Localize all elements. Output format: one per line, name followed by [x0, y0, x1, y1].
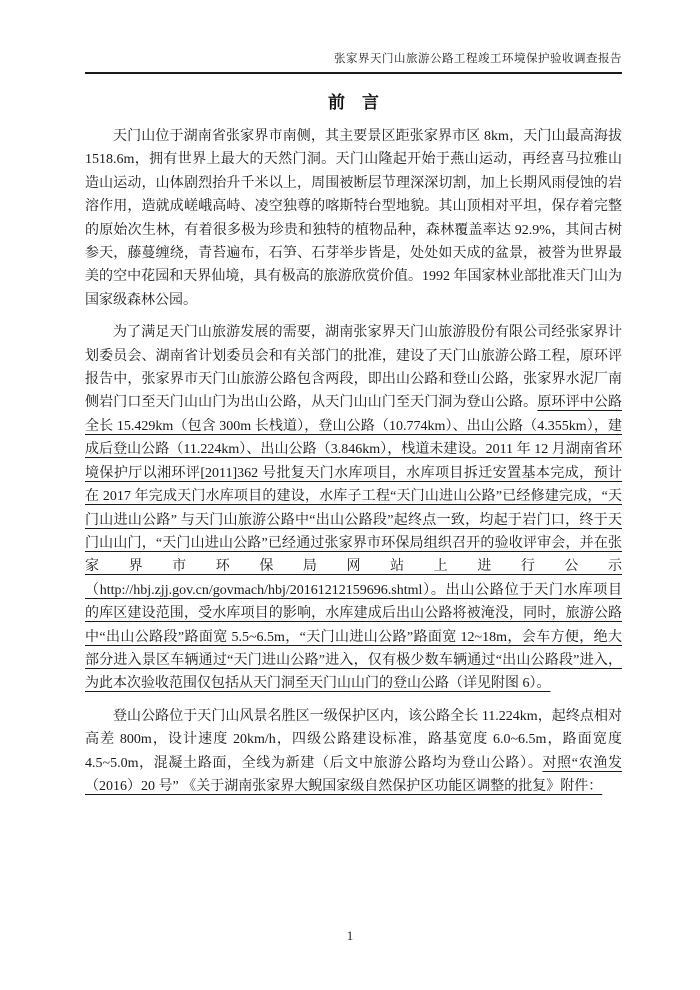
underlined-text-segment: 对照“农渔发（2016）20 号” 《关于湖南张家界大鲵国家级自然保护区功能区调整的批复》附件：	[85, 755, 622, 794]
paragraph	[85, 321, 622, 696]
document-body	[85, 125, 622, 798]
text-segment: 为了满足天门山旅游发展的需要，湖南张家界天门山旅游股份有限公司经张家界计划委员会、湖南省计划委员会和有关部门的批准，建设了天门山旅游公路工程，原环评报告中，张家界市天门山旅游公路包含两段，即出山公路和登山公路，张家界水泥厂南侧岩门口至天门山山门为出山公路，从天门山山门至天门洞为登山公路。	[85, 325, 622, 411]
running-header: 张家界天门山旅游公路工程竣工环境保护验收调查报告	[85, 50, 622, 74]
text-segment: 登山公路位于天门山风景名胜区一级保护区内，该公路全长 11.224km，起终点相对高差 800m，设计速度 20km/h，四级公路建设标准，路基宽度 6.0~6.5m，路面宽度 4.5~5.0m，混凝土路面，全线为新建（后文中旅游公路均为登山公路）。	[85, 708, 622, 771]
text-segment: 天门山位于湖南省张家界市南侧，其主要景区距张家界市区 8km，天门山最高海拔 1518.6m，拥有世界上最大的天然门洞。天门山隆起开始于燕山运动，再经喜马拉雅山造山运动，山体剧烈抬升千米以上，周围被断层节理深深切割，加上长期风雨侵蚀的岩溶作用，造就成嵯峨高峙、凌空独尊的喀斯特台型地貌。其山顶相对平坦，保存着完整的原始次生林，有着很多极为珍贵和独特的植物品种，森林覆盖率达 92.9%，其间古树参天，藤蔓缠绕，青苔遍布，石笋、石芽举步皆是，处处如天成的盆景，被誉为世界最美的空中花园和天界仙境，具有极高的旅游欣赏价值。1992 年国家林业部批准天门山为国家级森林公园。	[85, 129, 622, 308]
paragraph	[85, 125, 622, 312]
underlined-text-segment: 原环评中公路全长 15.429km（包含 300m 长栈道），登山公路（10.774km）、出山公路（4.355km），建成后登山公路（11.224km）、出山公路（3.846km），栈道未建设。2011 年 12 月湖南省环境保护厅以湘环评[2011]362 号批复天门水库项目，水库项目拆迁安置基本完成，预计在 2017 年完成天门水库项目的建设，水库子工程“天门山进山公路”已经修建完成，“天门山进山公路” 与天门山旅游公路中“出山公路段”起终点一致，均起于岩门口，终于天门山山门，“天门山进山公路”已经通过张家界市环保局组织召开的验收评审会，并在张家界市环保局网站上进行公示（http://hbj.zjj.gov.cn/govmach/hbj/20161212159696.shtml）。出山公路位于天门水库项目的库区建设范围，受水库项目的影响，水库建成后出山公路将被淹没，同时，旅游公路中“出山公路段”路面宽 5.5~6.5m，“天门山进山公路”路面宽 12~18m，会车方便，绝大部分进入景区车辆通过“天门进山公路”进入，仅有极少数车辆通过“出山公路段”进入，为此本次验收范围仅包括从天门洞至天门山山门的登山公路（详见附图 6）。	[85, 395, 623, 692]
paragraph	[85, 705, 622, 799]
text-column	[85, 50, 622, 798]
page-number: 1	[346, 928, 354, 943]
page-title: 前 言	[328, 93, 379, 112]
